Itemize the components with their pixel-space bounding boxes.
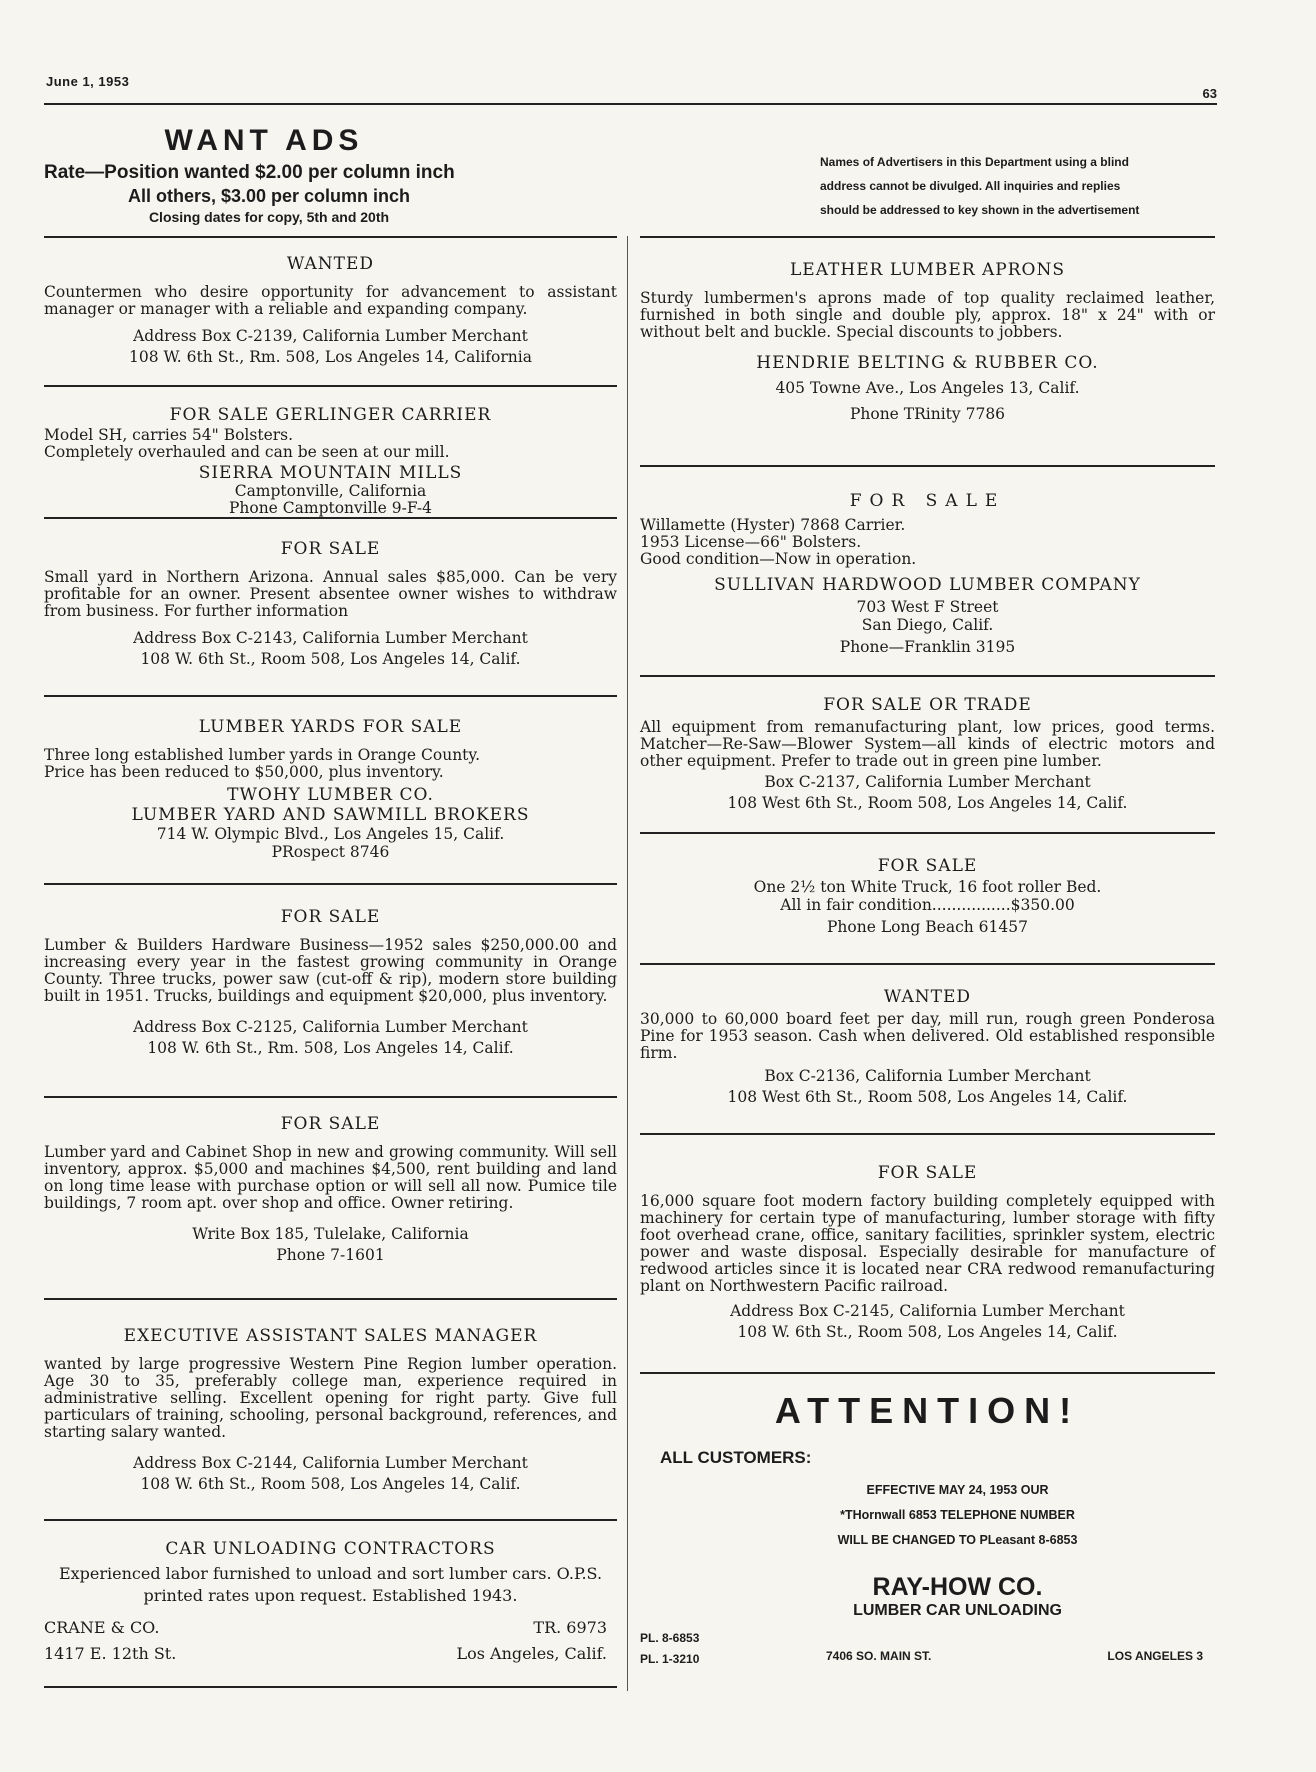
page-date: June 1, 1953 [46,74,130,89]
ad-heading: FOR SALE [280,1114,381,1134]
want-ad [44,387,617,517]
ad-address: 108 West 6th St., Room 508, Los Angeles 14, Calif. [727,794,1128,812]
ad-body: 1953 License—66" Bolsters. [640,533,862,551]
ad-address: 405 Towne Ave., Los Angeles 13, Calif. [775,379,1080,397]
want-ad [44,697,617,883]
ad-address: San Diego, Calif. [861,616,994,634]
ad-heading: WANTED [286,254,375,274]
ad-body: 30,000 to 60,000 board feet per day, mill run, rough green Ponderosa Pine for 1953 season. Cash when delivered. Old established responsible firm. [640,1010,1215,1062]
attention-city: LOS ANGELES 3 [1107,1649,1203,1663]
advertiser-name: TWOHY LUMBER CO. [227,785,434,805]
closing-dates: Closing dates for copy, 5th and 20th [148,209,390,225]
ad-heading: FOR SALE [280,907,381,927]
want-ad [640,238,1215,465]
want-ad [44,885,617,1096]
ad-body: Experienced labor furnished to unload and sort lumber cars. O.P.S. printed rates upon request. Established 1943. [58,1564,603,1605]
ad-address: 714 W. Olympic Blvd., Los Angeles 15, Calif. [156,825,505,843]
ad-address: 108 West 6th St., Room 508, Los Angeles 14, Calif. [727,1088,1128,1106]
top-rule [44,103,1217,105]
ad-body: Good condition—Now in operation. [640,550,917,568]
ad-body: Countermen who desire opportunity for advancement to assistant manager or manager with a reliable and expanding company. [44,283,617,318]
ad-body: Lumber yard and Cabinet Shop in new and growing community. Will sell inventory, approx. $5,000 and machines $4,500, rent building and land on long time lease with purchase option or will sell all now. Pumice tile buildings, 7 room apt. over shop and office. Owner retiring. [44,1143,617,1212]
advertiser-name: LUMBER YARD AND SAWMILL BROKERS [131,805,530,825]
ad-address: 108 W. 6th St., Rm. 508, Los Angeles 14, California [129,348,532,366]
advertiser-name: HENDRIE BELTING & RUBBER CO. [756,353,1099,373]
ad-city: Los Angeles, Calif. [456,1644,607,1663]
ad-heading: LUMBER YARDS FOR SALE [198,717,463,737]
ad-body: Model SH, carries 54" Bolsters. [44,426,294,444]
ad-address: Write Box 185, Tulelake, California [192,1225,469,1243]
ad-heading: CAR UNLOADING CONTRACTORS [165,1539,496,1559]
attention-phone: PL. 1-3210 [640,1652,700,1666]
right-column [640,236,1215,1676]
attention-phones [640,1628,699,1670]
want-ad [640,467,1215,675]
want-ad [640,965,1215,1133]
ad-address: 1417 E. 12th St. [44,1644,177,1663]
ad-body: wanted by large progressive Western Pine Region lumber operation. Age 30 to 35, preferably college man, experience required in administrative selling. Excellent opening for right party. Give full particulars of training, schooling, personal background, references, and starting salary wanted. [44,1355,617,1441]
ad-body: All in fair condition................$350.00 [780,896,1075,914]
ad-body: Sturdy lumbermen's aprons made of top quality reclaimed leather, furnished in both single and double ply, approx. 18" x 24" with or without belt and buckle. Special discounts to jobbers. [640,289,1215,341]
ad-phone: Phone TRinity 7786 [849,405,1006,423]
advertiser-name: CRANE & CO. [44,1618,160,1637]
ad-heading: FOR SALE [877,1163,978,1183]
column-divider [627,236,628,1691]
want-ad [640,1135,1215,1372]
ad-heading: FOR SALE [849,491,1006,511]
ad-body: Completely overhauled and can be seen at our mill. [44,443,450,461]
page-number: 63 [1202,86,1217,101]
ad-phone: PRospect 8746 [271,843,390,861]
want-ads-header [44,124,524,225]
want-ad [44,519,617,695]
ad-address: 108 W. 6th St., Room 508, Los Angeles 14, Calif. [737,1323,1118,1341]
ad-body: 16,000 square foot modern factory building completely equipped with machinery for certain type of manufacturing, lumber storage with fifty foot overhead crane, office, sanitary facilities, sprinkler system, electric power and waste disposal. Especially desirable for manufacture of redwood articles since it is located near CRA redwood remanufacturing plant on Northwestern Pacific railroad. [640,1192,1215,1295]
want-ad [44,1521,617,1686]
contact-row [44,1641,617,1667]
ad-phone: Phone 7-1601 [276,1246,385,1264]
notice-line: address cannot be divulged. All inquiries and replies [820,179,1121,193]
attention-subtitle: LUMBER CAR UNLOADING [853,1602,1062,1619]
rate-line: All others, $3.00 per column inch [127,186,411,206]
ad-address: Box C-2136, California Lumber Merchant [764,1067,1091,1085]
ad-address: Address Box C-2125, California Lumber Merchant [133,1018,528,1036]
attention-customers: ALL CUSTOMERS: [660,1448,812,1467]
ad-body: One 2½ ton White Truck, 16 foot roller Bed. [753,878,1102,896]
ad-body: Three long established lumber yards in Orange County. [44,746,481,764]
ad-address: Address Box C-2139, California Lumber Merchant [133,327,528,345]
notice-line: should be addressed to key shown in the advertisement [820,203,1140,217]
want-ad [640,834,1215,963]
ad-address: 108 W. 6th St., Rm. 508, Los Angeles 14, Calif. [147,1039,514,1057]
ad-body: Willamette (Hyster) 7868 Carrier. [640,516,906,534]
ad-phone: Phone Camptonville 9-F-4 [228,499,433,517]
attention-ad [640,1390,1215,1676]
section-rule [44,1686,617,1688]
attention-line: EFFECTIVE MAY 24, 1953 OUR [866,1483,1049,1497]
attention-phone: PL. 8-6853 [640,1631,700,1645]
want-ad [44,238,617,385]
ad-phone: Phone Long Beach 61457 [827,918,1028,936]
want-ad [44,1300,617,1519]
ad-address: 703 West F Street [856,598,999,616]
ad-address: Address Box C-2145, California Lumber Merchant [730,1302,1125,1320]
attention-title: ATTENTION! [774,1390,1081,1431]
attention-line: WILL BE CHANGED TO PLeasant 8-6853 [837,1533,1078,1547]
attention-company: RAY-HOW CO. [872,1573,1043,1601]
ad-phone: Phone—Franklin 3195 [839,638,1016,656]
section-rule [640,1372,1215,1374]
ad-body: Price has been reduced to $50,000, plus inventory. [44,763,444,781]
notice-line: Names of Advertisers in this Department using a blind [820,155,1129,169]
ad-body: Lumber & Builders Hardware Business—1952 sales $250,000.00 and increasing every year in the fastest growing community in Orange County. Three trucks, power saw (cut-off & rip), modern store building built in 1951. Trucks, buildings and equipment $20,000, plus inventory. [44,936,617,1005]
ad-address: Address Box C-2143, California Lumber Merchant [133,629,528,647]
contact-row [44,1615,617,1641]
attention-line: *THornwall 6853 TELEPHONE NUMBER [840,1508,1075,1522]
left-column [44,236,617,1688]
ad-address: 108 W. 6th St., Room 508, Los Angeles 14, Calif. [140,1475,521,1493]
ad-heading: FOR SALE OR TRADE [823,695,1032,715]
ad-phone: TR. 6973 [533,1618,607,1637]
ad-heading: FOR SALE GERLINGER CARRIER [169,405,492,425]
ad-heading: LEATHER LUMBER APRONS [790,260,1065,280]
want-ad [640,677,1215,832]
ad-heading: FOR SALE [280,539,381,559]
ad-heading: FOR SALE [877,856,978,876]
rate-line: Rate—Position wanted $2.00 per column inch [44,162,455,183]
ad-address: Box C-2137, California Lumber Merchant [764,773,1091,791]
ad-heading: EXECUTIVE ASSISTANT SALES MANAGER [123,1326,538,1346]
ad-address: Address Box C-2144, California Lumber Merchant [133,1454,528,1472]
want-ad [44,1098,617,1298]
advertiser-name: SIERRA MOUNTAIN MILLS [198,463,463,483]
advertiser-notice [820,150,1220,222]
ad-body: Small yard in Northern Arizona. Annual sales $85,000. Can be very profitable for an owner. Present absentee owner wishes to withdraw from business. For further information [44,568,617,620]
ad-body: All equipment from remanufacturing plant, low prices, good terms. Matcher—Re-Saw—Blower System—all kinds of electric motors and other equipment. Prefer to trade out in green pine lumber. [640,718,1215,770]
ad-address: Camptonville, California [234,482,427,500]
page-title: WANT ADS [164,124,364,157]
attention-footer [640,1628,1215,1676]
ad-address: 108 W. 6th St., Room 508, Los Angeles 14, Calif. [140,650,521,668]
advertiser-name: SULLIVAN HARDWOOD LUMBER COMPANY [714,575,1141,595]
ad-heading: WANTED [883,987,972,1007]
attention-address: 7406 SO. MAIN ST. [826,1649,932,1663]
